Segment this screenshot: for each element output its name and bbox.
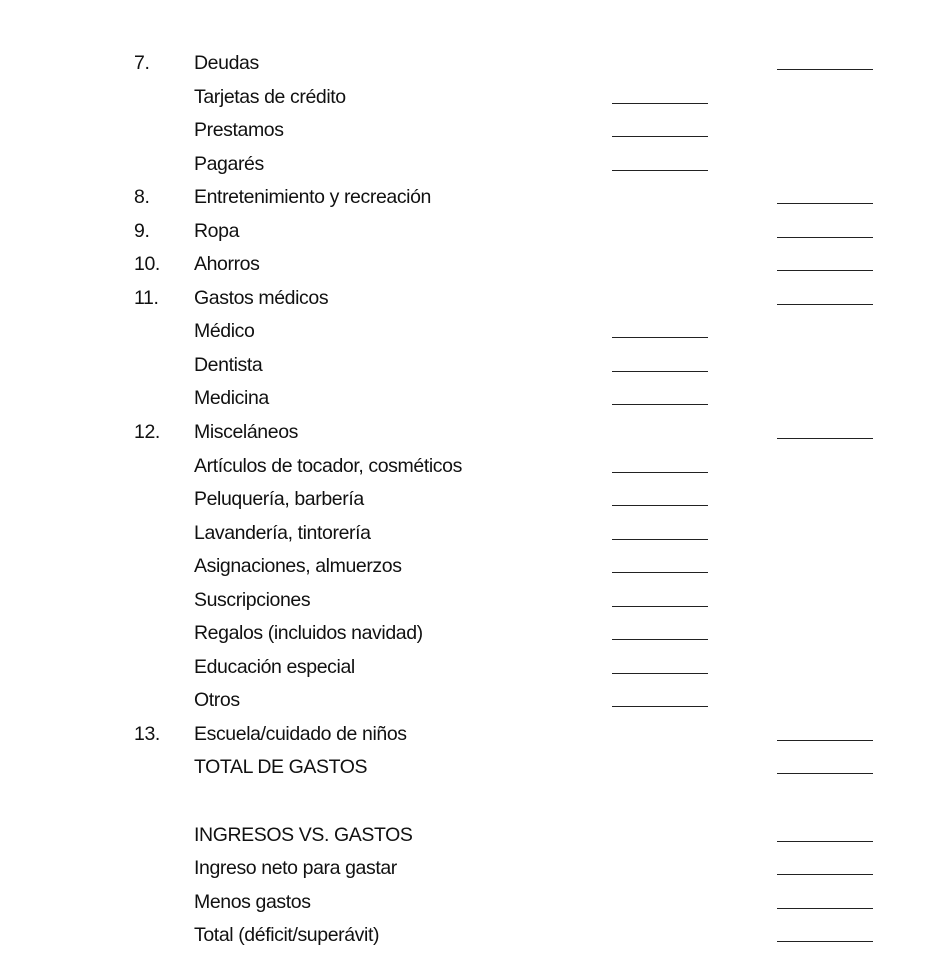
amount-blank[interactable] bbox=[777, 203, 873, 204]
item-label: Lavandería, tintorería bbox=[194, 521, 371, 544]
subitem-amount-blank[interactable] bbox=[612, 539, 708, 540]
budget-form bbox=[0, 46, 942, 952]
item-label: Educación especial bbox=[194, 655, 355, 678]
item-number: 9. bbox=[134, 219, 150, 242]
form-row bbox=[0, 583, 942, 617]
form-row bbox=[0, 113, 942, 147]
subitem-amount-blank[interactable] bbox=[612, 706, 708, 707]
subitem-amount-blank[interactable] bbox=[612, 472, 708, 473]
subitem-amount-blank[interactable] bbox=[612, 639, 708, 640]
amount-blank[interactable] bbox=[777, 438, 873, 439]
form-row bbox=[0, 80, 942, 114]
form-row bbox=[0, 717, 942, 751]
item-label: Regalos (incluidos navidad) bbox=[194, 622, 423, 645]
amount-blank[interactable] bbox=[777, 773, 873, 774]
subitem-amount-blank[interactable] bbox=[612, 170, 708, 171]
form-row bbox=[0, 750, 942, 784]
form-row bbox=[0, 549, 942, 583]
form-row bbox=[0, 214, 942, 248]
form-row bbox=[0, 683, 942, 717]
amount-blank[interactable] bbox=[777, 270, 873, 271]
form-row bbox=[0, 247, 942, 281]
item-label: Tarjetas de crédito bbox=[194, 85, 346, 108]
subitem-amount-blank[interactable] bbox=[612, 673, 708, 674]
section-spacer bbox=[0, 784, 942, 818]
subitem-amount-blank[interactable] bbox=[612, 505, 708, 506]
subitem-amount-blank[interactable] bbox=[612, 337, 708, 338]
item-label: Artículos de tocador, cosméticos bbox=[194, 454, 462, 477]
subitem-amount-blank[interactable] bbox=[612, 606, 708, 607]
item-label: Medicina bbox=[194, 387, 269, 410]
form-row bbox=[0, 818, 942, 852]
item-label: Ahorros bbox=[194, 253, 260, 276]
form-row bbox=[0, 46, 942, 80]
item-label: Menos gastos bbox=[194, 890, 311, 913]
amount-blank[interactable] bbox=[777, 908, 873, 909]
item-label: Peluquería, barbería bbox=[194, 488, 364, 511]
form-row bbox=[0, 314, 942, 348]
item-label: Ropa bbox=[194, 219, 240, 242]
item-label: Entretenimiento y recreación bbox=[194, 186, 432, 209]
item-number: 8. bbox=[134, 186, 150, 209]
form-row bbox=[0, 147, 942, 181]
item-label: Pagarés bbox=[194, 152, 264, 175]
item-label: TOTAL DE GASTOS bbox=[194, 756, 368, 779]
form-row bbox=[0, 918, 942, 952]
item-number: 7. bbox=[134, 52, 150, 74]
item-label: INGRESOS VS. GASTOS bbox=[194, 823, 413, 846]
amount-blank[interactable] bbox=[777, 237, 873, 238]
item-number: 12. bbox=[134, 421, 160, 444]
form-row bbox=[0, 180, 942, 214]
amount-blank[interactable] bbox=[777, 874, 873, 875]
subitem-amount-blank[interactable] bbox=[612, 103, 708, 104]
amount-blank[interactable] bbox=[777, 941, 873, 942]
form-row bbox=[0, 415, 942, 449]
item-label: Médico bbox=[194, 320, 255, 343]
form-row bbox=[0, 516, 942, 550]
subitem-amount-blank[interactable] bbox=[612, 371, 708, 372]
item-label: Asignaciones, almuerzos bbox=[194, 555, 402, 578]
item-label: Total (déficit/superávit) bbox=[194, 924, 380, 947]
amount-blank[interactable] bbox=[777, 740, 873, 741]
item-label: Dentista bbox=[194, 353, 263, 376]
item-label: Otros bbox=[194, 689, 240, 712]
item-label: Deudas bbox=[194, 52, 259, 74]
form-row bbox=[0, 348, 942, 382]
form-row bbox=[0, 851, 942, 885]
form-row bbox=[0, 449, 942, 483]
item-label: Suscripciones bbox=[194, 588, 311, 611]
item-label: Ingreso neto para gastar bbox=[194, 857, 397, 880]
item-number: 13. bbox=[134, 722, 160, 745]
amount-blank[interactable] bbox=[777, 304, 873, 305]
form-row bbox=[0, 616, 942, 650]
item-number: 10. bbox=[134, 253, 160, 276]
item-label: Escuela/cuidado de niños bbox=[194, 722, 407, 745]
amount-blank[interactable] bbox=[777, 69, 873, 70]
item-number: 11. bbox=[134, 286, 159, 309]
amount-blank[interactable] bbox=[777, 841, 873, 842]
subitem-amount-blank[interactable] bbox=[612, 136, 708, 137]
item-label: Gastos médicos bbox=[194, 286, 329, 309]
form-row bbox=[0, 482, 942, 516]
form-row bbox=[0, 281, 942, 315]
form-row bbox=[0, 885, 942, 919]
item-label: Misceláneos bbox=[194, 421, 298, 444]
form-row bbox=[0, 650, 942, 684]
item-label: Prestamos bbox=[194, 119, 284, 142]
subitem-amount-blank[interactable] bbox=[612, 404, 708, 405]
form-row bbox=[0, 381, 942, 415]
subitem-amount-blank[interactable] bbox=[612, 572, 708, 573]
